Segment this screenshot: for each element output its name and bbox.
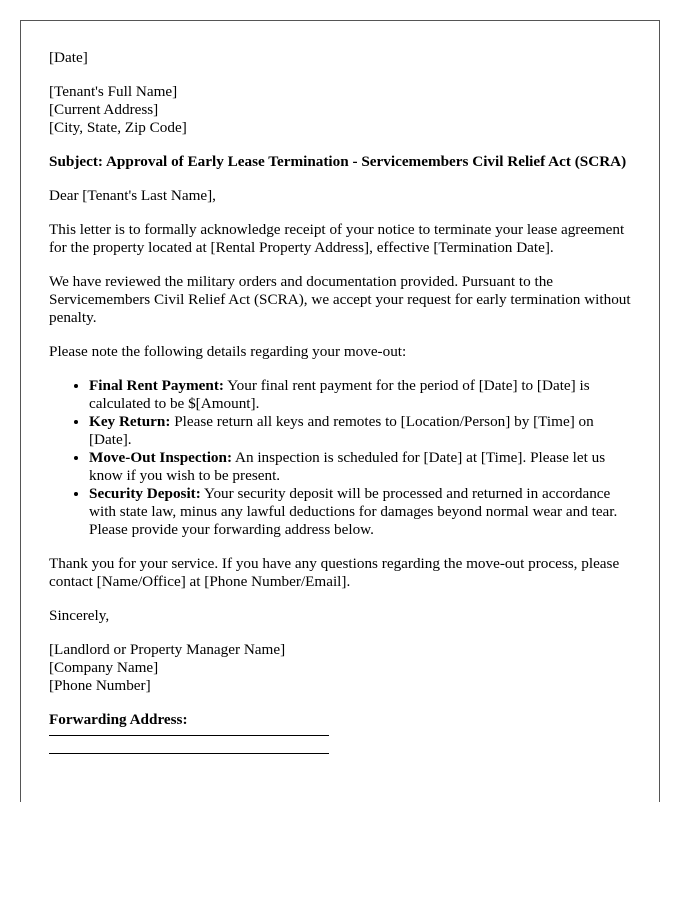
detail-label: Key Return: [89, 413, 171, 430]
list-item [89, 449, 631, 485]
detail-text: Your security deposit will be processed and returned in accordance with state law, minus any lawful deductions for damages beyond normal wear and tear. Please provide your forwarding address below. [89, 485, 618, 538]
detail-text: An inspection is scheduled for [Date] at [Time]. Please let us know if you wish to be present. [89, 449, 606, 484]
date-block [49, 49, 631, 67]
sender-company: [Company Name] [49, 659, 159, 676]
paragraph-acknowledgement: This letter is to formally acknowledge receipt of your notice to terminate your lease agreement for the property located at [Rental Property Address], effective [Termination Date]. [49, 221, 625, 256]
list-item [89, 413, 631, 449]
detail-label: Move-Out Inspection: [89, 449, 233, 466]
letter-page [20, 20, 660, 802]
forwarding-address-label: Forwarding Address: [49, 711, 188, 728]
detail-label: Final Rent Payment: [89, 377, 224, 394]
detail-text: Please return all keys and remotes to [Location/Person] by [Time] on [Date]. [89, 413, 594, 448]
forwarding-address-line-1 [49, 735, 329, 736]
sender-phone: [Phone Number] [49, 677, 151, 694]
detail-text: Your final rent payment for the period of [Date] to [Date] is calculated to be $[Amount]. [89, 377, 590, 412]
paragraph-closing: Thank you for your service. If you have any questions regarding the move-out process, please contact [Name/Office] at [Phone Number/Email]. [49, 555, 620, 590]
recipient-block [49, 83, 631, 137]
paragraph-approval: We have reviewed the military orders and documentation provided. Pursuant to the Servicemembers Civil Relief Act (SCRA), we accept your request for early termination without penalty. [49, 273, 631, 326]
detail-label: Security Deposit: [89, 485, 201, 502]
closing-sincerely: Sincerely, [49, 607, 110, 624]
sender-block [49, 641, 631, 695]
move-out-details-list [49, 377, 631, 539]
recipient-address: [Current Address] [49, 101, 159, 118]
list-item [89, 377, 631, 413]
subject-line: Subject: Approval of Early Lease Termination - Servicemembers Civil Relief Act (SCRA) [49, 153, 627, 170]
list-item [89, 485, 631, 539]
recipient-name: [Tenant's Full Name] [49, 83, 178, 100]
forwarding-address-line-2 [49, 753, 329, 754]
paragraph-details-intro: Please note the following details regarding your move-out: [49, 343, 407, 360]
recipient-city-state-zip: [City, State, Zip Code] [49, 119, 187, 136]
sender-name: [Landlord or Property Manager Name] [49, 641, 286, 658]
salutation: Dear [Tenant's Last Name], [49, 187, 216, 204]
letter-date: [Date] [49, 49, 88, 66]
